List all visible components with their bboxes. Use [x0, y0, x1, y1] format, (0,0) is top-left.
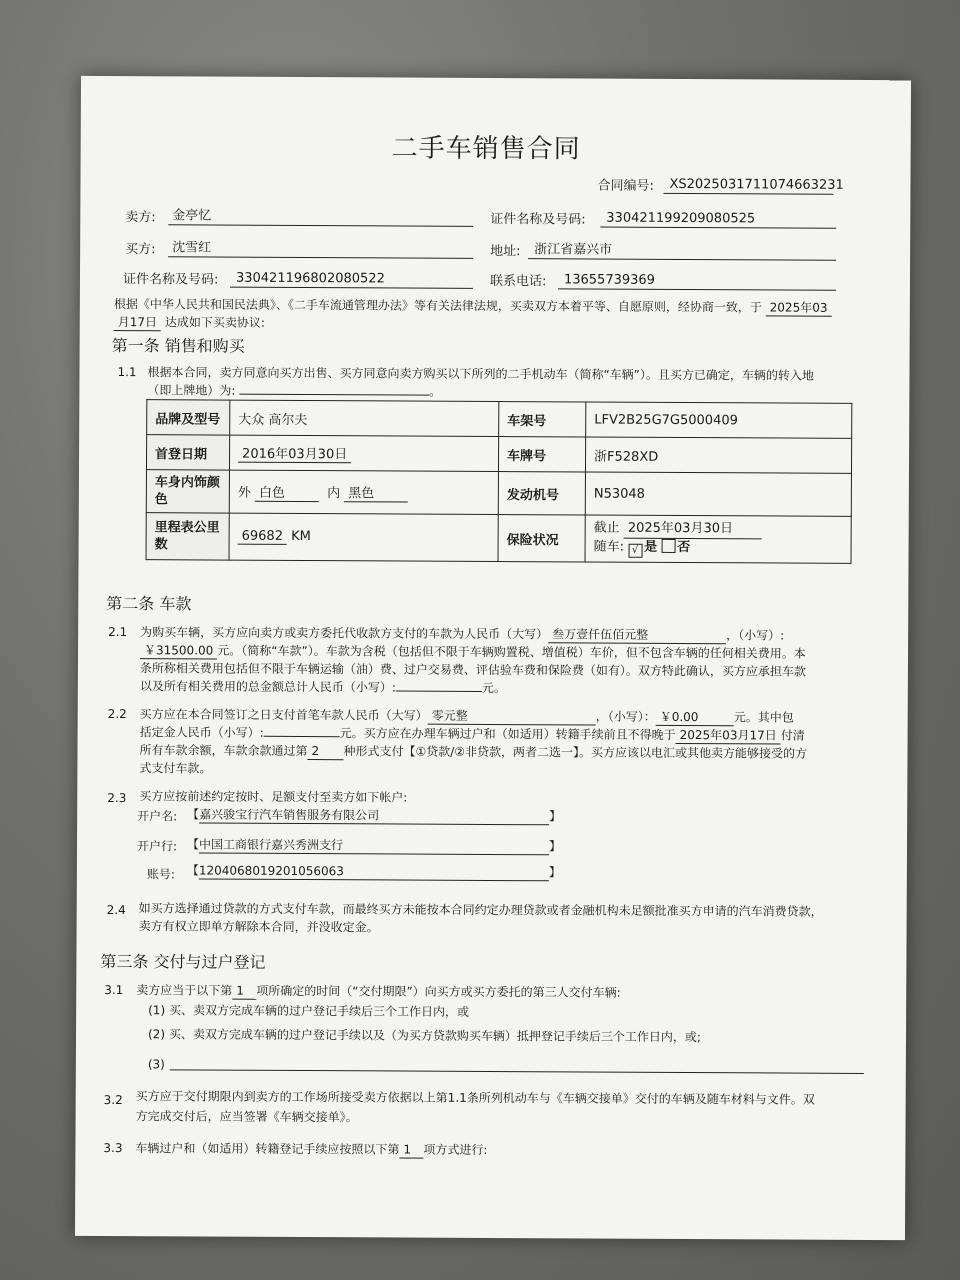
- contract-no-value: XS2025031711074663231: [663, 177, 833, 195]
- preamble-line2: 月17日 达成如下买卖协议:: [114, 314, 265, 332]
- clause-2-1-num: 2.1: [108, 624, 128, 640]
- plate-label: 车牌号: [498, 437, 585, 472]
- plate-value: 浙F528XD: [585, 437, 851, 473]
- reg-date-label: 首登日期: [146, 435, 229, 470]
- account-no-value: 1204068019201056063: [199, 862, 549, 881]
- seller-id-value: 330421199209080525: [600, 211, 836, 229]
- clause-2-2-line3: 所有车款余额，车款余款通过第 2 种形式支付【①贷款/②非贷款，两者二选一】。买方应该以电汇或其他卖方能够接受的方: [139, 743, 808, 761]
- bank-value: 中国工商银行嘉兴秀洲支行: [199, 836, 549, 855]
- clause-3-1-option2: (2) 买、卖双方完成车辆的过户登记手续以及（为买方贷款购买车辆）抵押登记手续后三个工作日内，或;: [147, 1027, 701, 1045]
- brand-value: 大众 高尔夫: [230, 400, 499, 436]
- clause-1-1-num: 1.1: [117, 365, 137, 380]
- insurance-label: 保险状况: [498, 515, 585, 562]
- account-name-label: 开户名:: [137, 809, 178, 824]
- contract-no-label: 合同编号:: [597, 178, 654, 194]
- clause-2-1-line4: 以及所有相关费用的总金额总计人民币（小写）: 元。: [139, 679, 506, 696]
- engine-value: N53048: [585, 472, 851, 516]
- clause-3-1-option3: (3): [147, 1057, 165, 1072]
- clause-3-3-num: 3.3: [103, 1140, 123, 1156]
- bank-label: 开户行:: [136, 839, 178, 854]
- buyer-name: 沈雪红: [168, 240, 473, 259]
- seller-label: 卖方:: [125, 210, 156, 226]
- vin-label: 车架号: [499, 402, 586, 437]
- clause-3-1-option1: (1) 买、卖双方完成车辆的过户登记手续后三个工作日内，或: [148, 1003, 470, 1019]
- account-no-row: 【1204068019201056063 】: [186, 863, 561, 880]
- buyer-addr-label: 地址:: [490, 243, 521, 260]
- buyer-id-label: 证件名称及号码:: [122, 272, 219, 288]
- clause-3-2-line2: 方完成交付后，应当签署《车辆交接单》。: [135, 1109, 358, 1125]
- clause-2-4-line2: 卖方有权立即单方解除本合同，并没收定金。: [138, 919, 379, 935]
- clause-2-1-line1: 为购买车辆，买方应向卖方或卖方委托代收款方支付的车款为人民币（大写） 叁万壹仟伍佰元整 ，（小写）:: [140, 625, 785, 643]
- clause-2-4-line1: 如买方选择通过贷款的方式支付车款，而最终买方未能按本合同约定办理贷款或者金融机构未足额批准买方申请的汽车消费贷款，: [138, 901, 823, 919]
- color-label: 车身内饰颜 色: [146, 470, 229, 513]
- clause-2-2-line1: 买方应在本合同签订之日支付首笔车款人民币（大写） 零元整 ，（小写）： ￥0.00 元。其中包: [139, 707, 794, 725]
- seller-name: 金亭忆: [168, 208, 473, 227]
- color-value: 外 白色 内 黑色: [229, 470, 498, 514]
- clause-3-1-line1: 卖方应当于以下第 1 项所确定的时间（“交付期限”）向买方或买方委托的第三人交付车辆:: [136, 983, 621, 1000]
- contract-title: 二手车销售合同: [391, 133, 581, 165]
- seller-id-label: 证件名称及号码:: [490, 211, 586, 228]
- article1-title: 第一条 销售和购买: [111, 335, 245, 356]
- clause-3-2-line1: 买方应于交付期限内到卖方的工作场所接受卖方依据以上第1.1条所列机动车与《车辆交接单》交付的车辆及随车材料与文件。双: [135, 1089, 815, 1107]
- buyer-phone-label: 联系电话:: [489, 273, 547, 290]
- vin-value: LFV2B25G7G5000409: [586, 402, 852, 438]
- vehicle-info-table: [146, 399, 853, 564]
- insurance-no-checkbox[interactable]: [661, 539, 675, 553]
- article2-title: 第二条 车款: [106, 593, 192, 614]
- clause-2-1-line3: 条所称相关费用包括但不限于车辆运输（油）费、过户交易费、评估验车费和保险费（如有）。双方特此确认，买方应承担车款: [139, 661, 806, 679]
- clause-2-2-num: 2.2: [107, 706, 127, 722]
- insurance-yes-checkbox[interactable]: √: [628, 544, 642, 558]
- clause-2-1-line2: ￥31500.00 元。（简称“车款”）。车款为含税（包括但不限于车辆购置税、增值税）车价，但不包含车辆的任何相关费用。本: [140, 642, 806, 662]
- odometer-label: 里程表公里 数: [146, 513, 229, 560]
- buyer-id-value: 330421196802080522: [230, 271, 473, 289]
- buyer-phone-value: 13655739369: [558, 272, 836, 290]
- clause-1-1-line2: （即上牌地）为: 。: [147, 383, 442, 399]
- buyer-label: 买方:: [125, 242, 156, 258]
- reg-date-value: 2016年03月30日: [229, 435, 498, 471]
- clause-3-1-option3-blank[interactable]: [170, 1069, 864, 1074]
- clause-2-3-line1: 买方应按前述约定按时、足额支付至卖方如下帐户:: [139, 789, 408, 805]
- clause-2-3-num: 2.3: [107, 790, 127, 806]
- insurance-value: 截止 2025年03月30日 随车: √ 是 否: [585, 515, 851, 563]
- bank-row: 【中国工商银行嘉兴秀洲支行 】: [186, 837, 562, 854]
- clause-2-2-line2: 括定金人民币（小写）: 元。买方应在办理车辆过户和（如适用）转籍手续前且不得晚于 2025年03月17日 付清: [139, 725, 805, 743]
- odometer-value: 69682 KM: [229, 513, 498, 561]
- clause-3-2-num: 3.2: [103, 1092, 123, 1108]
- clause-3-3-line1: 车辆过户和（如适用）转籍登记手续应按照以下第 1 项方式进行:: [135, 1141, 488, 1157]
- clause-2-2-line4: 式支付车款。: [139, 761, 212, 776]
- brand-label: 品牌及型号: [147, 400, 230, 435]
- account-name-value: 嘉兴骏宝行汽车销售服务有限公司: [199, 806, 549, 825]
- account-no-label: 账号:: [146, 867, 175, 882]
- clause-3-1-num: 3.1: [104, 982, 124, 998]
- contract-paper: [75, 76, 911, 1240]
- article3-title: 第三条 交付与过户登记: [100, 951, 266, 972]
- buyer-addr-value: 浙江省嘉兴市: [528, 242, 836, 261]
- clause-2-4-num: 2.4: [106, 902, 126, 918]
- account-name-row: 【嘉兴骏宝行汽车销售服务有限公司 】: [187, 807, 562, 824]
- clause-1-1-line1: 根据本合同，卖方同意向买方出售、买方同意向卖方购买以下所列的二手机动车（简称“车辆”）。且买方已确定，车辆的转入地: [147, 365, 814, 383]
- engine-label: 发动机号: [498, 472, 585, 515]
- preamble-line1: 根据《中华人民共和国民法典》、《二手车流通管理办法》等有关法律法规，买卖双方本着平等、自愿原则，经协商一致，于 2025年03: [114, 296, 832, 317]
